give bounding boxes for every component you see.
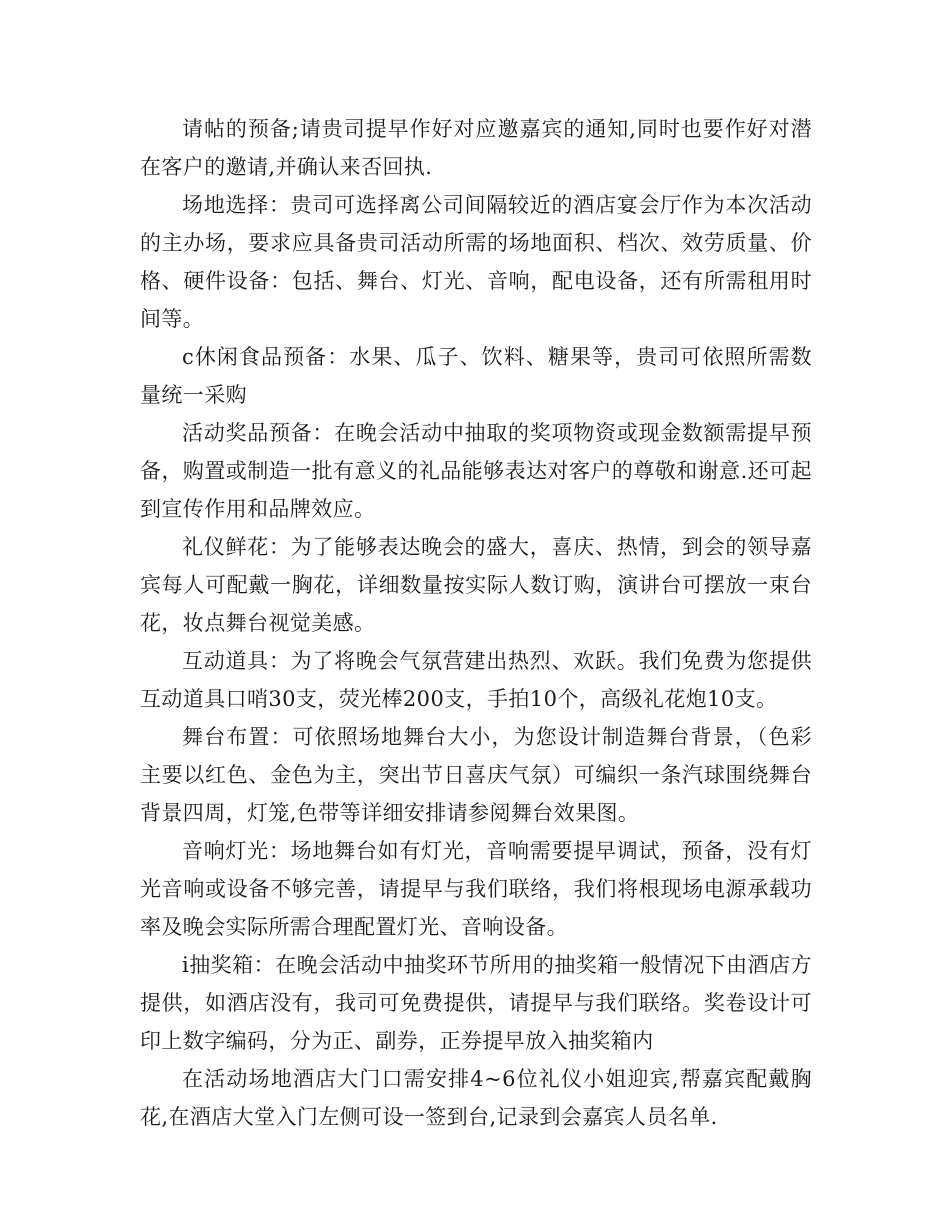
paragraph-ceremony-flowers: 礼仪鲜花：为了能够表达晚会的盛大，喜庆、热情，到会的领导嘉宾每人可配戴一胸花，详细数量按实际人数订购，演讲台可摆放一束台花，妆点舞台视觉美感。 — [140, 535, 812, 635]
paragraph-stage-setup: 舞台布置：可依照场地舞台大小，为您设计制造舞台背景，（色彩主要以红色、金色为主，突出节日喜庆气氛）可编织一条汽球围绕舞台背景四周，灯笼,色带等详细安排请参阅舞台效果图。 — [140, 725, 812, 825]
paragraph-lottery-box: i抽奖箱：在晚会活动中抽奖环节所用的抽奖箱一般情况下由酒店方提供，如酒店没有，我司可免费提供，请提早与我们联络。奖卷设计可印上数字编码，分为正、副券，正券提早放入抽奖箱内 — [140, 953, 812, 1053]
paragraph-venue-selection: 场地选择：贵司可选择离公司间隔较近的酒店宴会厅作为本次活动的主办场，要求应具备贵司活动所需的场地面积、档次、效劳质量、价格、硬件设备：包括、舞台、灯光、音响，配电设备，还有所需租用时间等。 — [140, 193, 812, 331]
paragraph-reception: 在活动场地酒店大门口需安排4~6位礼仪小姐迎宾,帮嘉宾配戴胸花,在酒店大堂入门左侧可设一签到台,记录到会嘉宾人员名单. — [140, 1067, 812, 1129]
paragraph-prize-prep: 活动奖品预备：在晚会活动中抽取的奖项物资或现金数额需提早预备，购置或制造一批有意义的礼品能够表达对客户的尊敬和谢意.还可起到宣传作用和品牌效应。 — [140, 421, 812, 521]
paragraph-invitation-prep: 请帖的预备;请贵司提早作好对应邀嘉宾的通知,同时也要作好对潜在客户的邀请,并确认来否回执. — [140, 117, 812, 179]
document-body — [140, 110, 812, 1136]
paragraph-sound-lighting: 音响灯光：场地舞台如有灯光，音响需要提早调试，预备，没有灯光音响或设备不够完善，请提早与我们联络，我们将根现场电源承载功率及晚会实际所需合理配置灯光、音响设备。 — [140, 839, 812, 939]
paragraph-snack-prep: c休闲食品预备：水果、瓜子、饮料、糖果等，贵司可依照所需数量统一采购 — [140, 345, 812, 407]
paragraph-interactive-props: 互动道具：为了将晚会气氛营建出热烈、欢跃。我们免费为您提供互动道具口哨30支，荧光棒200支，手拍10个，高级礼花炮10支。 — [140, 649, 812, 711]
